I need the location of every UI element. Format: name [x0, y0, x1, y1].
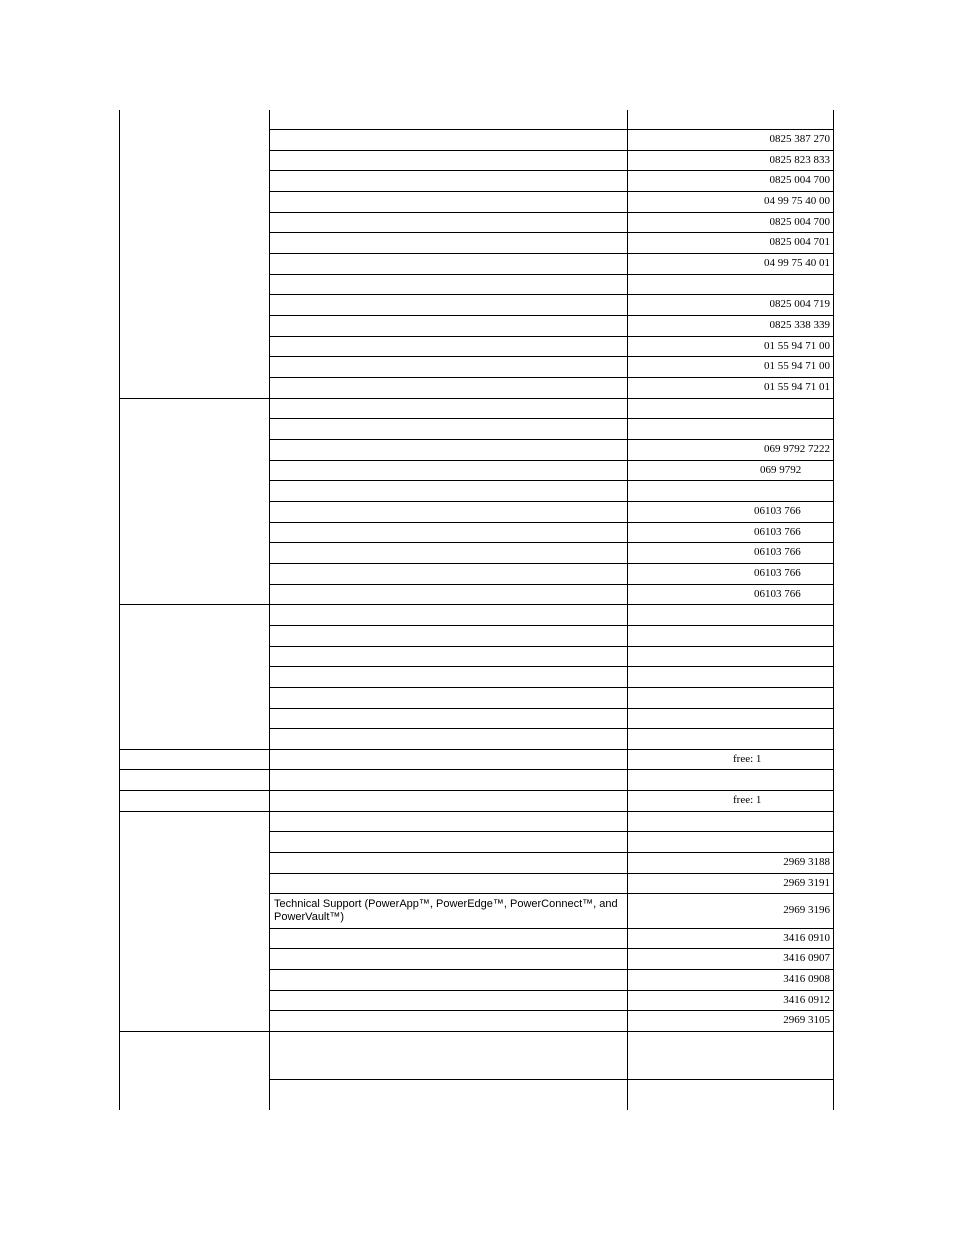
- phone-number: 06103 766: [754, 567, 801, 579]
- phone-number: 0825 004 719: [769, 298, 830, 310]
- phone-number: free: 1: [733, 753, 762, 765]
- phone-number: 2969 3105: [783, 1014, 830, 1026]
- phone-number: 0825 004 701: [769, 236, 830, 248]
- phone-number: 0825 004 700: [769, 174, 830, 186]
- phone-number: 2969 3196: [783, 904, 830, 916]
- table-col-divider-2: [627, 110, 628, 1110]
- tech-support-label: Technical Support (PowerApp™, PowerEdge™, PowerConnect™, and PowerVault™): [274, 898, 618, 923]
- phone-number: 0825 387 270: [769, 133, 830, 145]
- phone-number: 01 55 94 71 00: [764, 340, 830, 352]
- phone-number: 3416 0912: [783, 994, 830, 1006]
- table-left-border: [119, 110, 120, 1110]
- phone-number: 2969 3191: [783, 877, 830, 889]
- phone-number: free: 1: [733, 794, 762, 806]
- phone-number: 04 99 75 40 00: [764, 195, 830, 207]
- table-col-divider-1: [269, 110, 270, 1110]
- phone-number: 01 55 94 71 00: [764, 360, 830, 372]
- table-right-border: [833, 110, 834, 1110]
- phone-number: 04 99 75 40 01: [764, 257, 830, 269]
- phone-number: 2969 3188: [783, 856, 830, 868]
- phone-number: 3416 0910: [783, 932, 830, 944]
- phone-number: 06103 766: [754, 526, 801, 538]
- phone-number: 0825 004 700: [769, 216, 830, 228]
- phone-number: 06103 766: [754, 505, 801, 517]
- phone-number: 069 9792: [760, 464, 802, 476]
- phone-number: 06103 766: [754, 588, 801, 600]
- phone-number: 0825 823 833: [769, 154, 830, 166]
- phone-number: 0825 338 339: [769, 319, 830, 331]
- phone-number: 06103 766: [754, 546, 801, 558]
- phone-number: 069 9792 7222: [764, 443, 830, 455]
- phone-number: 3416 0908: [783, 973, 830, 985]
- phone-number: 3416 0907: [783, 952, 830, 964]
- phone-number: 01 55 94 71 01: [764, 381, 830, 393]
